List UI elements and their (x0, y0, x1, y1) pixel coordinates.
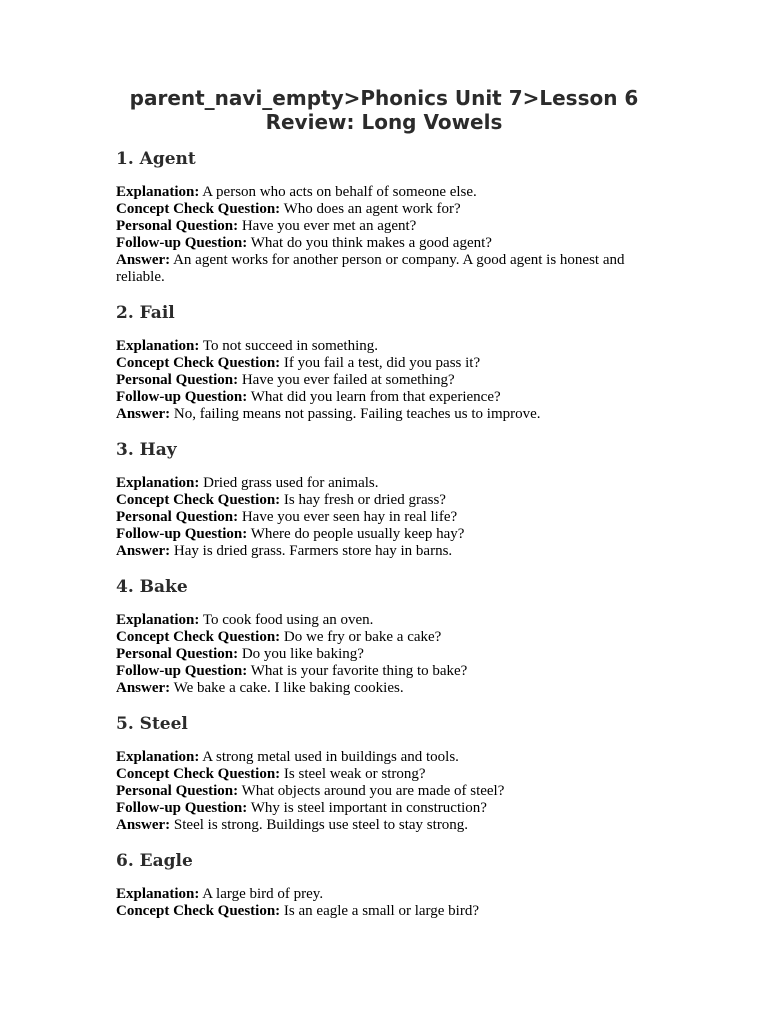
line-text: Who does an agent work for? (280, 201, 461, 217)
line-text: What did you learn from that experience? (247, 389, 501, 405)
line-label: Explanation: (116, 338, 200, 354)
line-text: To not succeed in something. (199, 338, 379, 354)
concept-check-line (116, 201, 656, 218)
answer-line (116, 680, 656, 697)
follow-up-line (116, 800, 656, 817)
concept-check-line (116, 355, 656, 372)
line-label: Follow-up Question: (116, 663, 248, 679)
line-label: Answer: (116, 252, 171, 268)
personal-question-line (116, 372, 656, 389)
concept-check-line (116, 766, 656, 783)
lesson-content (116, 148, 656, 920)
line-label: Answer: (116, 406, 171, 422)
line-label: Follow-up Question: (116, 235, 248, 251)
line-label: Answer: (116, 543, 171, 559)
line-text: We bake a cake. I like baking cookies. (170, 680, 404, 696)
line-label: Personal Question: (116, 646, 239, 662)
vocab-section-bake (116, 576, 656, 697)
line-text: Do we fry or bake a cake? (280, 629, 442, 645)
concept-check-line (116, 903, 656, 920)
line-text: What do you think makes a good agent? (247, 235, 492, 251)
personal-question-line (116, 218, 656, 235)
explanation-line (116, 184, 656, 201)
follow-up-line (116, 526, 656, 543)
vocab-section-eagle (116, 850, 656, 920)
line-text: Dried grass used for animals. (199, 475, 379, 491)
line-text: A large bird of prey. (199, 886, 324, 902)
line-label: Personal Question: (116, 218, 239, 234)
line-label: Personal Question: (116, 783, 239, 799)
concept-check-line (116, 629, 656, 646)
line-text: Have you ever seen hay in real life? (238, 509, 458, 525)
answer-line (116, 543, 656, 560)
section-heading: 3. Hay (116, 440, 177, 460)
answer-line (116, 252, 656, 286)
line-text: A strong metal used in buildings and tools. (199, 749, 459, 765)
personal-question-line (116, 783, 656, 800)
vocab-section-steel (116, 713, 656, 834)
line-label: Concept Check Question: (116, 355, 281, 371)
line-text: Why is steel important in construction? (247, 800, 487, 816)
line-text: An agent works for another person or company. A good agent is honest and reliable. (116, 252, 625, 285)
concept-check-line (116, 492, 656, 509)
line-text: If you fail a test, did you pass it? (280, 355, 481, 371)
line-label: Personal Question: (116, 372, 239, 388)
line-label: Explanation: (116, 475, 200, 491)
line-text: Is steel weak or strong? (280, 766, 426, 782)
explanation-line (116, 886, 656, 903)
line-text: A person who acts on behalf of someone else. (199, 184, 477, 200)
explanation-line (116, 612, 656, 629)
line-label: Explanation: (116, 749, 200, 765)
page-title (0, 86, 768, 134)
title-line-2: Review: Long Vowels (265, 110, 503, 134)
line-text: Is an eagle a small or large bird? (280, 903, 479, 919)
personal-question-line (116, 509, 656, 526)
line-text: To cook food using an oven. (199, 612, 374, 628)
line-text: Is hay fresh or dried grass? (280, 492, 446, 508)
line-label: Concept Check Question: (116, 766, 281, 782)
follow-up-line (116, 235, 656, 252)
answer-line (116, 406, 656, 423)
section-heading: 4. Bake (116, 577, 188, 597)
line-label: Answer: (116, 817, 171, 833)
line-label: Follow-up Question: (116, 800, 248, 816)
line-label: Personal Question: (116, 509, 239, 525)
line-label: Explanation: (116, 184, 200, 200)
follow-up-line (116, 663, 656, 680)
line-label: Concept Check Question: (116, 492, 281, 508)
section-heading: 2. Fail (116, 303, 175, 323)
follow-up-line (116, 389, 656, 406)
line-text: What is your favorite thing to bake? (247, 663, 468, 679)
personal-question-line (116, 646, 656, 663)
line-text: Have you ever met an agent? (238, 218, 417, 234)
explanation-line (116, 749, 656, 766)
vocab-section-agent (116, 148, 656, 286)
answer-line (116, 817, 656, 834)
vocab-section-fail (116, 302, 656, 423)
line-label: Concept Check Question: (116, 629, 281, 645)
line-label: Explanation: (116, 886, 200, 902)
line-label: Follow-up Question: (116, 526, 248, 542)
line-label: Explanation: (116, 612, 200, 628)
line-text: No, failing means not passing. Failing teaches us to improve. (170, 406, 541, 422)
line-label: Answer: (116, 680, 171, 696)
line-label: Concept Check Question: (116, 201, 281, 217)
line-text: Have you ever failed at something? (238, 372, 455, 388)
vocab-section-hay (116, 439, 656, 560)
section-heading: 1. Agent (116, 149, 196, 169)
line-label: Concept Check Question: (116, 903, 281, 919)
line-label: Follow-up Question: (116, 389, 248, 405)
line-text: Do you like baking? (238, 646, 364, 662)
line-text: What objects around you are made of steel? (238, 783, 505, 799)
line-text: Where do people usually keep hay? (247, 526, 465, 542)
line-text: Hay is dried grass. Farmers store hay in barns. (170, 543, 453, 559)
title-line-1: parent_navi_empty>Phonics Unit 7>Lesson 6 (129, 86, 639, 110)
line-text: Steel is strong. Buildings use steel to stay strong. (170, 817, 469, 833)
section-heading: 5. Steel (116, 714, 188, 734)
section-heading: 6. Eagle (116, 851, 193, 871)
explanation-line (116, 338, 656, 355)
explanation-line (116, 475, 656, 492)
